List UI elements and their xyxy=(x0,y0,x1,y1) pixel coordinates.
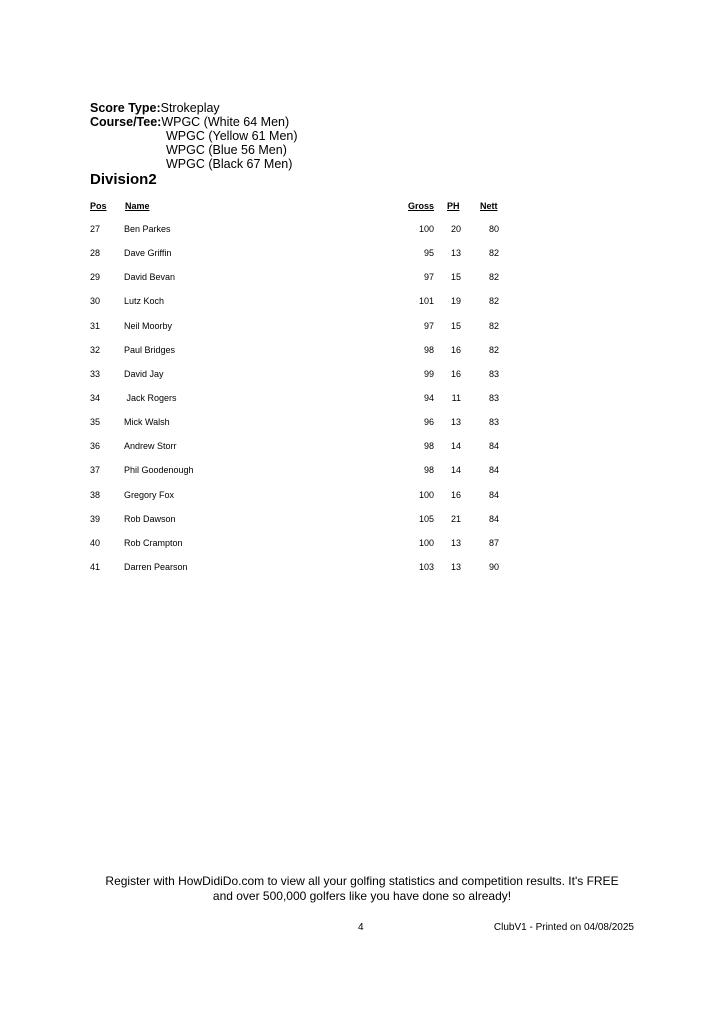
row-ph: 13 xyxy=(450,417,461,428)
row-nett: 83 xyxy=(488,392,499,403)
row-gross: 100 xyxy=(418,489,434,500)
row-nett: 82 xyxy=(488,248,499,259)
row-gross: 98 xyxy=(423,441,434,452)
page-number: 4 xyxy=(358,922,364,933)
row-ph: 16 xyxy=(450,368,461,379)
row-nett: 82 xyxy=(488,272,499,283)
row-nett: 83 xyxy=(488,417,499,428)
row-ph: 16 xyxy=(450,344,461,355)
table-row xyxy=(0,511,724,535)
row-nett: 84 xyxy=(488,513,499,524)
table-row xyxy=(0,221,724,245)
table-row xyxy=(0,462,724,486)
row-ph: 16 xyxy=(450,489,461,500)
course-tee-value-2: WPGC (Yellow 61 Men) xyxy=(166,129,298,143)
table-row xyxy=(0,366,724,390)
row-name: Lutz Koch xyxy=(124,296,165,307)
table-row xyxy=(0,559,724,583)
row-nett: 90 xyxy=(488,561,499,572)
row-ph: 14 xyxy=(450,441,461,452)
row-pos: 31 xyxy=(90,320,101,331)
footer-message-line-1: Register with HowDidiDo.com to view all your golfing statistics and competition results. It's FREE xyxy=(105,874,619,888)
row-ph: 13 xyxy=(450,561,461,572)
row-ph: 14 xyxy=(450,465,461,476)
row-nett: 87 xyxy=(488,537,499,548)
row-name: Paul Bridges xyxy=(124,344,176,355)
row-pos: 33 xyxy=(90,368,101,379)
table-row xyxy=(0,414,724,438)
row-name: Mick Walsh xyxy=(124,417,170,428)
row-gross: 98 xyxy=(423,344,434,355)
division-title: Division2 xyxy=(90,171,157,188)
row-pos: 28 xyxy=(90,248,101,259)
table-row xyxy=(0,318,724,342)
col-header-gross: Gross xyxy=(407,201,434,211)
footer-message-line-2: and over 500,000 golfers like you have done so already! xyxy=(212,889,512,903)
results-table xyxy=(0,221,724,583)
printed-info: ClubV1 - Printed on 04/08/2025 xyxy=(493,922,634,933)
row-gross: 95 xyxy=(423,248,434,259)
row-pos: 27 xyxy=(90,224,101,234)
row-nett: 84 xyxy=(488,489,499,500)
course-tee-value-4: WPGC (Black 67 Men) xyxy=(166,157,293,171)
row-name: David Bevan xyxy=(124,272,176,283)
row-ph: 15 xyxy=(450,272,461,283)
row-pos: 35 xyxy=(90,417,101,428)
row-gross: 96 xyxy=(423,417,434,428)
row-pos: 29 xyxy=(90,272,101,283)
table-row xyxy=(0,487,724,511)
row-name: Rob Dawson xyxy=(124,513,176,524)
course-tee-label: Course/Tee: xyxy=(90,115,162,129)
row-name: David Jay xyxy=(124,368,164,379)
row-gross: 97 xyxy=(423,272,434,283)
row-ph: 11 xyxy=(451,392,461,403)
row-pos: 32 xyxy=(90,344,101,355)
course-tee-line xyxy=(90,115,289,129)
row-name: Rob Crampton xyxy=(124,537,183,548)
table-row xyxy=(0,342,724,366)
row-nett: 80 xyxy=(488,224,499,234)
score-type-value: Strokeplay xyxy=(160,101,220,115)
col-header-pos: Pos xyxy=(90,201,107,211)
table-row xyxy=(0,293,724,317)
score-type-label: Score Type: xyxy=(90,101,161,115)
row-nett: 82 xyxy=(488,320,499,331)
row-pos: 34 xyxy=(90,392,101,403)
course-tee-value-3: WPGC (Blue 56 Men) xyxy=(166,143,287,157)
row-pos: 40 xyxy=(90,537,101,548)
col-header-name: Name xyxy=(125,201,150,211)
row-ph: 15 xyxy=(450,320,461,331)
row-nett: 84 xyxy=(488,441,499,452)
row-name: Neil Moorby xyxy=(124,320,173,331)
row-ph: 21 xyxy=(450,513,461,524)
row-pos: 37 xyxy=(90,465,101,476)
row-pos: 38 xyxy=(90,489,101,500)
row-gross: 100 xyxy=(418,224,434,234)
row-pos: 41 xyxy=(90,561,101,572)
table-row xyxy=(0,535,724,559)
row-name: Gregory Fox xyxy=(124,489,175,500)
row-gross: 94 xyxy=(423,392,434,403)
row-pos: 30 xyxy=(90,296,101,307)
row-ph: 19 xyxy=(450,296,461,307)
row-gross: 97 xyxy=(423,320,434,331)
row-name: Darren Pearson xyxy=(124,561,188,572)
row-name: Phil Goodenough xyxy=(124,465,194,476)
row-nett: 84 xyxy=(488,465,499,476)
row-ph: 20 xyxy=(450,224,461,234)
row-name: Dave Griffin xyxy=(124,248,172,259)
table-row xyxy=(0,245,724,269)
row-ph: 13 xyxy=(450,248,461,259)
footer-message xyxy=(62,874,662,904)
row-gross: 101 xyxy=(418,296,434,307)
row-gross: 105 xyxy=(418,513,434,524)
course-tee-value-1: WPGC (White 64 Men) xyxy=(161,115,290,129)
row-name: Ben Parkes xyxy=(124,224,171,234)
table-row xyxy=(0,390,724,414)
row-name: Jack Rogers xyxy=(124,392,177,403)
col-header-ph: PH xyxy=(447,201,460,211)
row-gross: 99 xyxy=(423,368,434,379)
row-name: Andrew Storr xyxy=(124,441,177,452)
row-gross: 103 xyxy=(418,561,434,572)
table-row xyxy=(0,438,724,462)
row-nett: 83 xyxy=(488,368,499,379)
col-header-nett: Nett xyxy=(480,201,498,211)
row-pos: 39 xyxy=(90,513,101,524)
score-type-line xyxy=(90,101,220,115)
row-pos: 36 xyxy=(90,441,101,452)
row-gross: 98 xyxy=(423,465,434,476)
row-nett: 82 xyxy=(488,296,499,307)
row-nett: 82 xyxy=(488,344,499,355)
row-gross: 100 xyxy=(418,537,434,548)
table-row xyxy=(0,269,724,293)
row-ph: 13 xyxy=(450,537,461,548)
